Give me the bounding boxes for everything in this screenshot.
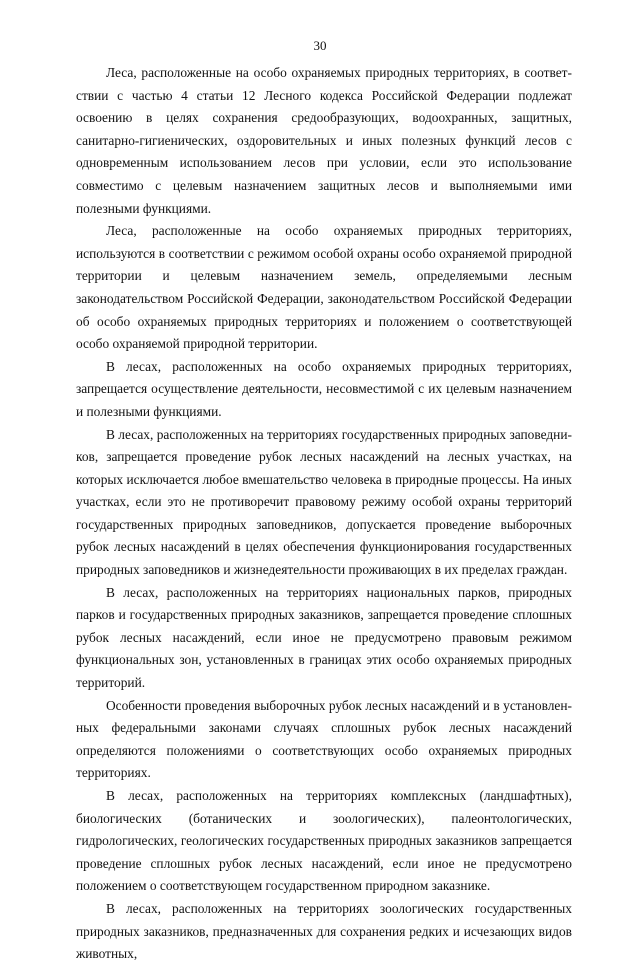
document-body [76,62,572,966]
paragraph: Леса, расположенные на особо охраняемых природных территориях, используются в соответствии с режимом особой охраны особо охраняемой природной территории и целевым назначением земель, определяемыми лесным законодательством Российской Федерации, законодательством Российской Федерации об особо охраняемых природных территориях и положением о соответствующей особо охраняемой природной территории. [76,223,572,352]
paragraph: Леса, расположенные на особо охраняемых природных территориях, в соответствии с частью 4 статьи 12 Лесного кодекса Российской Федерации подлежат освоению в целях сохранения средообразующих, водоохранных, защитных, санитарно-гигиенических, оздоровительных и иных полезных функций лесов с одновременным использованием лесов при условии, если это использование совместимо с целевым назначением защитных лесов и выполняемыми ими полезными функциями. [76,65,572,216]
paragraph: В лесах, расположенных на особо охраняемых природных территориях, запрещается осуществление деятельности, несовместимой с их целевым назначением и полезными функциями. [76,358,572,419]
page-number: 30 [313,38,327,53]
paragraph: В лесах, расположенных на территориях зоологических государственных природных заказников, предназначенных для сохранения редких и исчезающих видов животных, [76,900,572,962]
paragraph: В лесах, расположенных на территориях государственных природных заповедников, запрещается проведение рубок лесных насаждений на лесных участках, на которых исключается любое вмешательство человека в природные процессы. На иных участках, если это не противоречит правовому режиму особой охраны территорий государственных природных заповедников, допускается проведение выборочных рубок лесных насаждений в целях обеспечения функционирования государственных природных заповедников и жизнедеятельности проживающих в их пределах граждан. [76,426,572,578]
paragraph: Особенности проведения выборочных рубок лесных насаждений и в установленных федеральными законами случаях сплошных рубок лесных насаждений определяются положениями о соответствующих особо охраняемых природных территориях. [76,697,572,781]
paragraph: В лесах, расположенных на территориях национальных парков, природных парков и государственных природных заказников, запрещается проведение сплошных рубок лесных насаждений, если иное не предусмотрено правовым режимом функциональных зон, установленных в границах этих особо охраняемых природных территорий. [76,584,572,691]
paragraph: В лесах, расположенных на территориях комплексных (ландшафтных), биологических (ботанических и зоологических), палеонтологических, гидрологических, геологических государственных природных заказников запрещается проведение сплошных рубок лесных насаждений, если иное не предусмотрено положением о соответствующем государственном природном заказнике. [76,788,572,894]
